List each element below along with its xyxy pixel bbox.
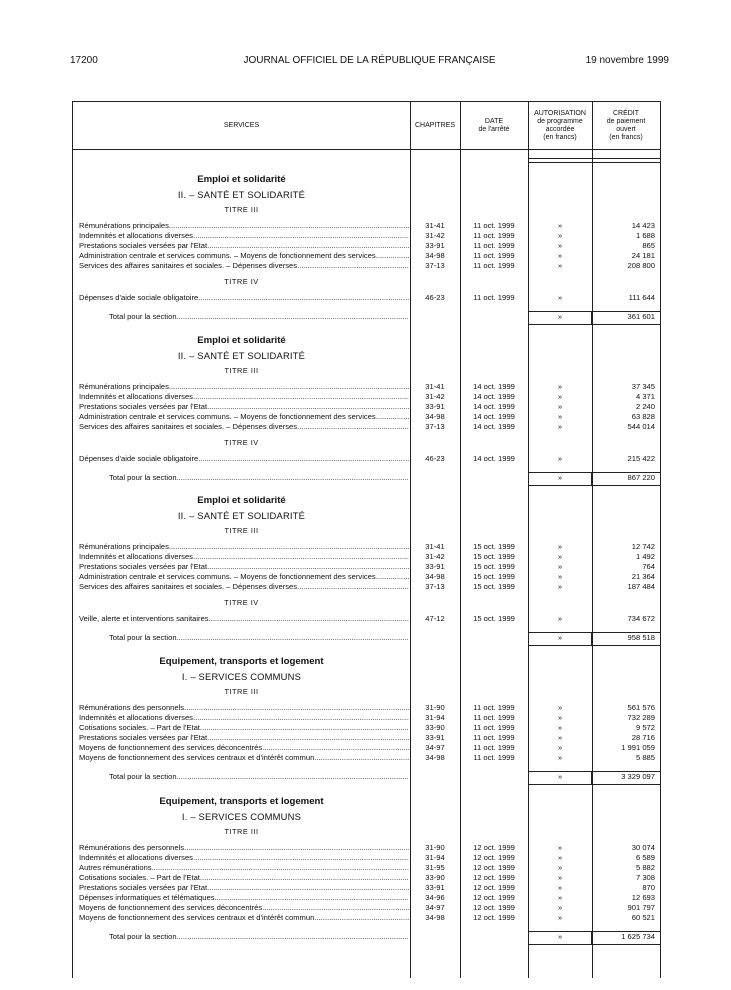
date-cell: 11 oct. 1999 [473, 703, 515, 712]
chapter-cell: 31-42 [425, 231, 445, 240]
service-cell: Dépenses d'aide sociale obligatoire ..... [79, 293, 409, 303]
chapter-cell: 31-94 [425, 713, 445, 722]
chapter-cell: 33-91 [425, 733, 445, 742]
total-row [73, 772, 660, 782]
issue-date: 19 novembre 1999 [585, 55, 669, 66]
chapter-cell: 33-91 [425, 241, 445, 250]
date-cell: 15 oct. 1999 [473, 614, 515, 623]
header-chapitres: CHAPITRES [414, 121, 456, 129]
credit-cell: 734 672 [627, 614, 655, 623]
credit-cell: 1 492 [635, 552, 655, 561]
ministry-title: Emploi et solidarité [197, 335, 286, 346]
table-row [73, 231, 660, 241]
table-row [73, 723, 660, 733]
chapter-cell: 37-13 [425, 261, 445, 270]
date-cell: 15 oct. 1999 [473, 562, 515, 571]
service-cell: Indemnités et allocations diverses ..... [79, 231, 409, 241]
table-row [73, 614, 660, 624]
credit-cell: 865 [642, 241, 655, 250]
ministry-title: Equipement, transports et logement [159, 796, 324, 807]
table-row [73, 753, 660, 763]
autorisation-cell: » [557, 241, 563, 250]
chapter-cell: 34-97 [425, 743, 445, 752]
autorisation-cell: » [557, 843, 563, 852]
credits-table [72, 101, 661, 978]
autorisation-cell: » [557, 883, 563, 892]
date-cell: 11 oct. 1999 [473, 743, 515, 752]
credit-cell: 12 693 [631, 893, 655, 902]
total-autorisation: » [557, 932, 563, 941]
date-cell: 14 oct. 1999 [473, 392, 515, 401]
titre-heading: TITRE III [224, 687, 259, 696]
total-label: Total pour la section ..... [109, 932, 409, 942]
total-credit: 1 625 734 [621, 932, 655, 941]
chapter-cell: 46-23 [425, 293, 445, 302]
chapter-cell: 31-41 [425, 221, 445, 230]
chapter-cell: 34-98 [425, 572, 445, 581]
date-cell: 11 oct. 1999 [473, 221, 515, 230]
chapter-cell: 34-96 [425, 893, 445, 902]
credit-cell: 12 742 [631, 542, 655, 551]
subsection-title: II. – SANTÉ ET SOLIDARITÉ [177, 510, 306, 521]
service-cell: Services des affaires sanitaires et sociales. – Dépenses diverses ..... [79, 582, 409, 592]
total-credit: 361 601 [627, 312, 655, 321]
credit-cell: 1 688 [635, 231, 655, 240]
date-cell: 12 oct. 1999 [473, 853, 515, 862]
date-cell: 12 oct. 1999 [473, 913, 515, 922]
date-cell: 11 oct. 1999 [473, 713, 515, 722]
total-label: Total pour la section ..... [109, 473, 409, 483]
date-cell: 11 oct. 1999 [473, 241, 515, 250]
date-cell: 12 oct. 1999 [473, 883, 515, 892]
table-row [73, 883, 660, 893]
autorisation-cell: » [557, 863, 563, 872]
subsection-title: I. – SERVICES COMMUNS [181, 811, 302, 822]
titre-heading: TITRE III [224, 205, 259, 214]
total-label: Total pour la section ..... [109, 772, 409, 782]
service-cell: Rémunérations principales ..... [79, 382, 409, 392]
date-cell: 15 oct. 1999 [473, 542, 515, 551]
chapter-cell: 31-41 [425, 382, 445, 391]
credit-cell: 60 521 [631, 913, 655, 922]
titre-heading: TITRE IV [224, 438, 259, 447]
chapter-cell: 33-91 [425, 402, 445, 411]
date-cell: 12 oct. 1999 [473, 873, 515, 882]
table-row [73, 454, 660, 464]
service-cell: Rémunérations des personnels ..... [79, 843, 409, 853]
total-autorisation: » [557, 772, 563, 781]
service-cell: Prestations sociales versées par l'Etat ..... [79, 241, 409, 251]
service-cell: Rémunérations des personnels ..... [79, 703, 409, 713]
service-cell: Indemnités et allocations diverses ..... [79, 552, 409, 562]
chapter-cell: 34-98 [425, 913, 445, 922]
service-cell: Moyens de fonctionnement des services déconcentrés ..... [79, 743, 409, 753]
chapter-cell: 31-42 [425, 392, 445, 401]
autorisation-cell: » [557, 454, 563, 463]
table-row [73, 552, 660, 562]
total-autorisation: » [557, 633, 563, 642]
chapter-cell: 33-90 [425, 723, 445, 732]
date-cell: 11 oct. 1999 [473, 251, 515, 260]
total-credit: 867 220 [627, 473, 655, 482]
autorisation-cell: » [557, 903, 563, 912]
table-row [73, 402, 660, 412]
total-row [73, 473, 660, 483]
table-row [73, 293, 660, 303]
credit-cell: 208 800 [627, 261, 655, 270]
credit-cell: 7 308 [635, 873, 655, 882]
header-services: SERVICES [223, 121, 260, 129]
autorisation-cell: » [557, 703, 563, 712]
service-cell: Moyens de fonctionnement des services déconcentrés ..... [79, 903, 409, 913]
titre-heading: TITRE III [224, 366, 259, 375]
chapter-cell: 37-13 [425, 422, 445, 431]
chapter-cell: 34-97 [425, 903, 445, 912]
table-row [73, 843, 660, 853]
credit-cell: 5 885 [635, 753, 655, 762]
table-row [73, 913, 660, 923]
subsection-title: II. – SANTÉ ET SOLIDARITÉ [177, 189, 306, 200]
credit-cell: 9 572 [635, 723, 655, 732]
autorisation-cell: » [557, 412, 563, 421]
total-row [73, 633, 660, 643]
autorisation-cell: » [557, 402, 563, 411]
service-cell: Indemnités et allocations diverses ..... [79, 713, 409, 723]
service-cell: Prestations sociales versées par l'Etat ..... [79, 562, 409, 572]
table-row [73, 743, 660, 753]
date-cell: 11 oct. 1999 [473, 733, 515, 742]
autorisation-cell: » [557, 382, 563, 391]
chapter-cell: 34-98 [425, 753, 445, 762]
credit-cell: 215 422 [627, 454, 655, 463]
service-cell: Moyens de fonctionnement des services centraux et d'intérêt commun ..... [79, 913, 409, 923]
autorisation-cell: » [557, 562, 563, 571]
autorisation-cell: » [557, 261, 563, 270]
date-cell: 11 oct. 1999 [473, 261, 515, 270]
autorisation-cell: » [557, 572, 563, 581]
chapter-cell: 47-12 [425, 614, 445, 623]
titre-heading: TITRE IV [224, 277, 259, 286]
credit-cell: 111 644 [628, 293, 655, 302]
table-row [73, 241, 660, 251]
table-row [73, 873, 660, 883]
credit-cell: 187 484 [627, 582, 655, 591]
header-credit: CRÉDIT de paiement ouvert (en francs) [606, 109, 646, 141]
service-cell: Administration centrale et services communs. – Moyens de fonctionnement des services ..... [79, 251, 409, 261]
total-row [73, 932, 660, 942]
chapter-cell: 31-90 [425, 843, 445, 852]
credit-cell: 28 716 [631, 733, 655, 742]
autorisation-cell: » [557, 251, 563, 260]
chapter-cell: 33-91 [425, 883, 445, 892]
total-autorisation: » [557, 473, 563, 482]
autorisation-cell: » [557, 582, 563, 591]
page-number: 17200 [70, 55, 98, 66]
table-row [73, 392, 660, 402]
total-label: Total pour la section ..... [109, 633, 409, 643]
table-row [73, 221, 660, 231]
table-header [73, 102, 660, 150]
table-row [73, 733, 660, 743]
date-cell: 15 oct. 1999 [473, 552, 515, 561]
credit-cell: 21 364 [631, 572, 655, 581]
total-row [73, 312, 660, 322]
ministry-title: Emploi et solidarité [197, 495, 286, 506]
rule [528, 158, 660, 163]
table-row [73, 261, 660, 271]
service-cell: Prestations sociales versées par l'Etat ..... [79, 402, 409, 412]
date-cell: 15 oct. 1999 [473, 572, 515, 581]
service-cell: Rémunérations principales ..... [79, 221, 409, 231]
date-cell: 11 oct. 1999 [473, 231, 515, 240]
table-row [73, 251, 660, 261]
table-row [73, 382, 660, 392]
credit-cell: 5 882 [635, 863, 655, 872]
table-row [73, 582, 660, 592]
table-row [73, 542, 660, 552]
autorisation-cell: » [557, 753, 563, 762]
autorisation-cell: » [557, 542, 563, 551]
service-cell: Autres rémunérations ..... [79, 863, 409, 873]
titre-heading: TITRE IV [224, 598, 259, 607]
autorisation-cell: » [557, 723, 563, 732]
total-credit: 3 329 097 [621, 772, 655, 781]
credit-cell: 37 345 [631, 382, 655, 391]
autorisation-cell: » [557, 713, 563, 722]
table-row [73, 703, 660, 713]
date-cell: 14 oct. 1999 [473, 412, 515, 421]
credit-cell: 30 074 [631, 843, 655, 852]
autorisation-cell: » [557, 733, 563, 742]
table-row [73, 853, 660, 863]
autorisation-cell: » [557, 913, 563, 922]
autorisation-cell: » [557, 422, 563, 431]
chapter-cell: 31-42 [425, 552, 445, 561]
credit-cell: 561 576 [627, 703, 655, 712]
journal-title: JOURNAL OFFICIEL DE LA RÉPUBLIQUE FRANÇAISE [243, 55, 496, 66]
date-cell: 11 oct. 1999 [473, 753, 515, 762]
total-autorisation: » [557, 312, 563, 321]
chapter-cell: 33-90 [425, 873, 445, 882]
service-cell: Indemnités et allocations diverses ..... [79, 853, 409, 863]
chapter-cell: 46-23 [425, 454, 445, 463]
autorisation-cell: » [557, 221, 563, 230]
service-cell: Veille, alerte et interventions sanitaires ..... [79, 614, 409, 624]
date-cell: 14 oct. 1999 [473, 454, 515, 463]
subsection-title: I. – SERVICES COMMUNS [181, 671, 302, 682]
autorisation-cell: » [557, 873, 563, 882]
service-cell: Services des affaires sanitaires et sociales. – Dépenses diverses ..... [79, 261, 409, 271]
table-row [73, 562, 660, 572]
date-cell: 12 oct. 1999 [473, 903, 515, 912]
service-cell: Dépenses d'aide sociale obligatoire ..... [79, 454, 409, 464]
credit-cell: 4 371 [635, 392, 655, 401]
service-cell: Services des affaires sanitaires et sociales. – Dépenses diverses ..... [79, 422, 409, 432]
service-cell: Cotisations sociales. – Part de l'Etat ..... [79, 873, 409, 883]
autorisation-cell: » [557, 614, 563, 623]
service-cell: Dépenses informatiques et télématiques ..... [79, 893, 409, 903]
chapter-cell: 34-98 [425, 412, 445, 421]
credit-cell: 901 797 [627, 903, 655, 912]
chapter-cell: 33-91 [425, 562, 445, 571]
total-label: Total pour la section ..... [109, 312, 409, 322]
header-date: DATE de l'arrêté [478, 117, 510, 133]
credit-cell: 6 589 [635, 853, 655, 862]
service-cell: Prestations sociales versées par l'Etat ..... [79, 733, 409, 743]
service-cell: Indemnités et allocations diverses ..... [79, 392, 409, 402]
table-row [73, 412, 660, 422]
service-cell: Moyens de fonctionnement des services centraux et d'intérêt commun ..... [79, 753, 409, 763]
header-autorisation: AUTORISATION de programme accordée (en francs) [534, 109, 586, 141]
table-row [73, 572, 660, 582]
date-cell: 11 oct. 1999 [473, 293, 515, 302]
credit-cell: 63 828 [631, 412, 655, 421]
chapter-cell: 31-41 [425, 542, 445, 551]
subsection-title: II. – SANTÉ ET SOLIDARITÉ [177, 350, 306, 361]
table-row [73, 422, 660, 432]
credit-cell: 544 014 [627, 422, 655, 431]
service-cell: Administration centrale et services communs. – Moyens de fonctionnement des services ..... [79, 412, 409, 422]
ministry-title: Emploi et solidarité [197, 174, 286, 185]
table-row [73, 893, 660, 903]
service-cell: Rémunérations principales ..... [79, 542, 409, 552]
chapter-cell: 31-90 [425, 703, 445, 712]
autorisation-cell: » [557, 231, 563, 240]
chapter-cell: 34-98 [425, 251, 445, 260]
autorisation-cell: » [557, 893, 563, 902]
titre-heading: TITRE III [224, 827, 259, 836]
date-cell: 12 oct. 1999 [473, 843, 515, 852]
credit-cell: 2 240 [635, 402, 655, 411]
credit-cell: 24 181 [631, 251, 655, 260]
chapter-cell: 31-94 [425, 853, 445, 862]
service-cell: Prestations sociales versées par l'Etat ..... [79, 883, 409, 893]
date-cell: 12 oct. 1999 [473, 893, 515, 902]
autorisation-cell: » [557, 743, 563, 752]
autorisation-cell: » [557, 392, 563, 401]
date-cell: 14 oct. 1999 [473, 422, 515, 431]
date-cell: 15 oct. 1999 [473, 582, 515, 591]
table-row [73, 713, 660, 723]
autorisation-cell: » [557, 293, 563, 302]
autorisation-cell: » [557, 552, 563, 561]
chapter-cell: 37-13 [425, 582, 445, 591]
ministry-title: Equipement, transports et logement [159, 656, 324, 667]
date-cell: 14 oct. 1999 [473, 402, 515, 411]
table-row [73, 903, 660, 913]
autorisation-cell: » [557, 853, 563, 862]
credit-cell: 732 289 [627, 713, 655, 722]
credit-cell: 1 991 059 [621, 743, 655, 752]
credit-cell: 764 [642, 562, 655, 571]
total-credit: 958 518 [627, 633, 655, 642]
chapter-cell: 31-95 [425, 863, 445, 872]
service-cell: Administration centrale et services communs. – Moyens de fonctionnement des services ..... [79, 572, 409, 582]
service-cell: Cotisations sociales. – Part de l'Etat ..... [79, 723, 409, 733]
date-cell: 14 oct. 1999 [473, 382, 515, 391]
date-cell: 12 oct. 1999 [473, 863, 515, 872]
page-header [70, 55, 669, 69]
credit-cell: 14 423 [631, 221, 655, 230]
credit-cell: 870 [642, 883, 655, 892]
date-cell: 11 oct. 1999 [473, 723, 515, 732]
table-row [73, 863, 660, 873]
titre-heading: TITRE III [224, 526, 259, 535]
